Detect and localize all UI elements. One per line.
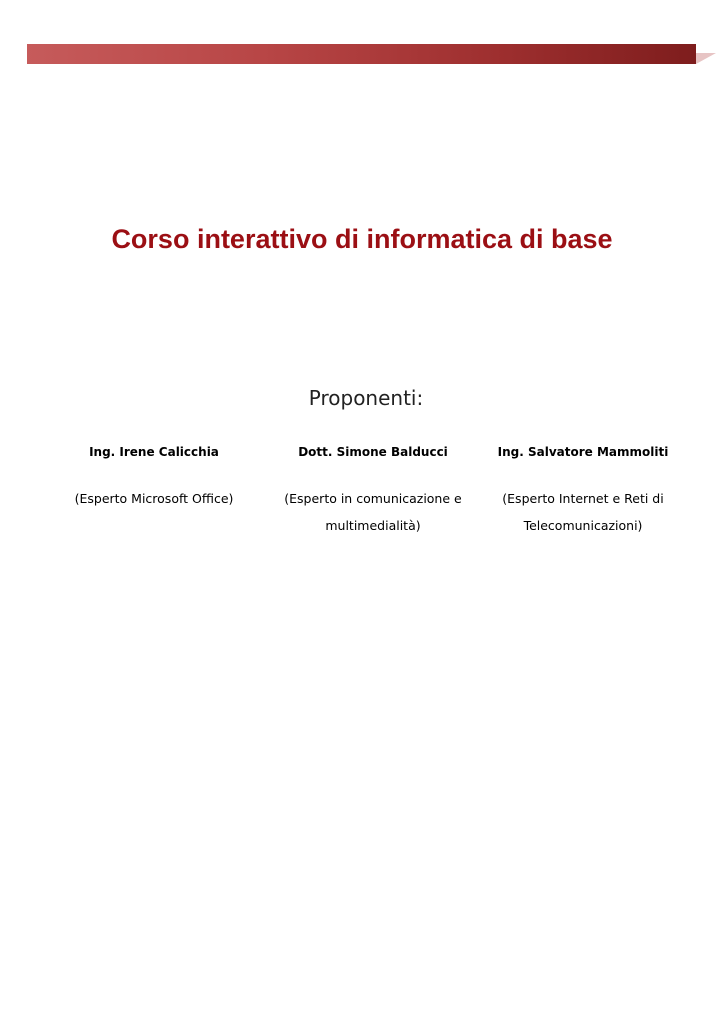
person-block-balducci — [268, 444, 478, 539]
header-decorative-band — [27, 44, 696, 64]
proponenti-heading: Proponenti: — [308, 386, 424, 410]
header-band-fold — [696, 53, 716, 64]
person-name: Ing. Salvatore Mammoliti — [497, 445, 669, 459]
person-role: (Esperto Internet e Reti di Telecomunicazioni) — [502, 491, 664, 533]
person-name: Dott. Simone Balducci — [298, 445, 448, 459]
person-block-mammoliti — [478, 444, 688, 539]
person-name: Ing. Irene Calicchia — [89, 445, 219, 459]
person-role: (Esperto in comunicazione e multimedialità) — [284, 491, 462, 533]
document-title: Corso interattivo di informatica di base — [111, 224, 613, 254]
person-block-calicchia — [49, 444, 259, 512]
person-role: (Esperto Microsoft Office) — [74, 491, 234, 506]
